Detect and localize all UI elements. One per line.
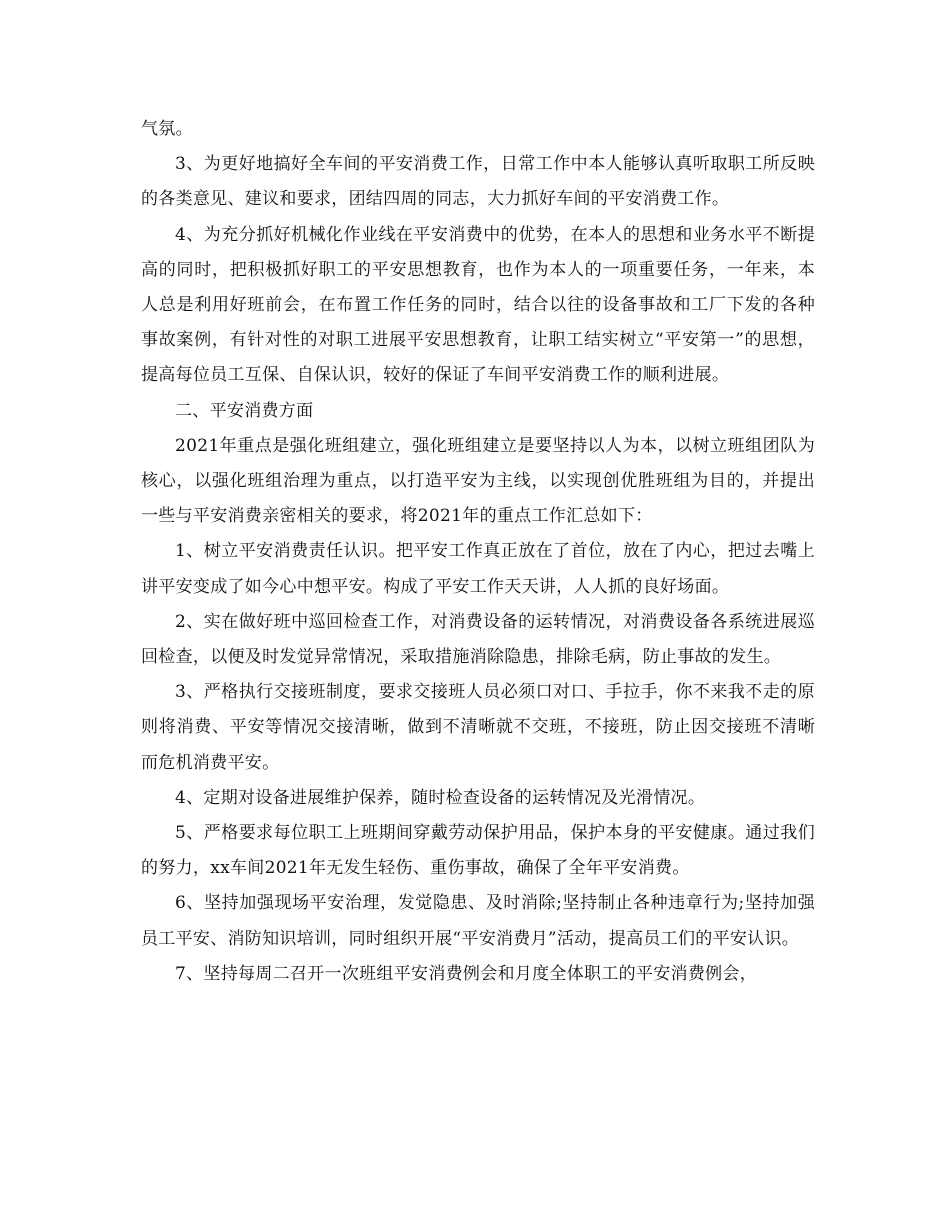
list-item-4: 4、定期对设备进展维护保养，随时检查设备的运转情况及光滑情况。 (175, 787, 706, 808)
document-body (141, 112, 815, 992)
list-item-1: 1、树立平安消费责任认识。把平安工作真正放在了首位，放在了内心，把过去嘴上讲平安变成了如今心中想平安。构成了平安工作天天讲，人人抓的良好场面。 (141, 541, 815, 597)
paragraph-item-3: 3、为更好地搞好全车间的平安消费工作，日常工作中本人能够认真听取职工所反映的各类意见、建议和要求，团结四周的同志，大力抓好车间的平安消费工作。 (141, 154, 815, 210)
list-item-3: 3、严格执行交接班制度，要求交接班人员必须口对口、手拉手，你不来我不走的原则将消费、平安等情况交接清晰，做到不清晰就不交班，不接班，防止因交接班不清晰而危机消费平安。 (141, 682, 815, 773)
paragraph-summary: 2021年重点是强化班组建立，强化班组建立是要坚持以人为本，以树立班组团队为核心，以强化班组治理为重点，以打造平安为主线，以实现创优胜班组为目的，并提出一些与平安消费亲密相关的要求，将2021年的重点工作汇总如下： (141, 435, 815, 527)
section-heading: 二、平安消费方面 (175, 400, 314, 421)
list-item-2: 2、实在做好班中巡回检查工作，对消费设备的运转情况，对消费设备各系统进展巡回检查，以便及时发觉异常情况，采取措施消除隐患，排除毛病，防止事故的发生。 (141, 611, 815, 668)
list-item-7: 7、坚持每周二召开一次班组平安消费例会和月度全体职工的平安消费例会， (175, 963, 758, 984)
paragraph-continuation: 气氛。 (141, 119, 193, 139)
list-item-5: 5、严格要求每位职工上班期间穿戴劳动保护用品，保护本身的平安健康。通过我们的努力，xx车间2021年无发生轻伤、重伤事故，确保了全年平安消费。 (141, 823, 815, 879)
list-item-6: 6、坚持加强现场平安治理，发觉隐患、及时消除;坚持制止各种违章行为;坚持加强员工平安、消防知识培训，同时组织开展“平安消费月”活动，提高员工们的平安认识。 (141, 893, 815, 949)
paragraph-item-4: 4、为充分抓好机械化作业线在平安消费中的优势，在本人的思想和业务水平不断提高的同时，把积极抓好职工的平安思想教育，也作为本人的一项重要任务，一年来，本人总是利用好班前会，在布置工作任务的同时，结合以往的设备事故和工厂下发的各种事故案例，有针对性的对职工进展平安思想教育，让职工结实树立“平安第一”的思想，提高每位员工互保、自保认识，较好的保证了车间平安消费工作的顺利进展。 (141, 224, 815, 386)
